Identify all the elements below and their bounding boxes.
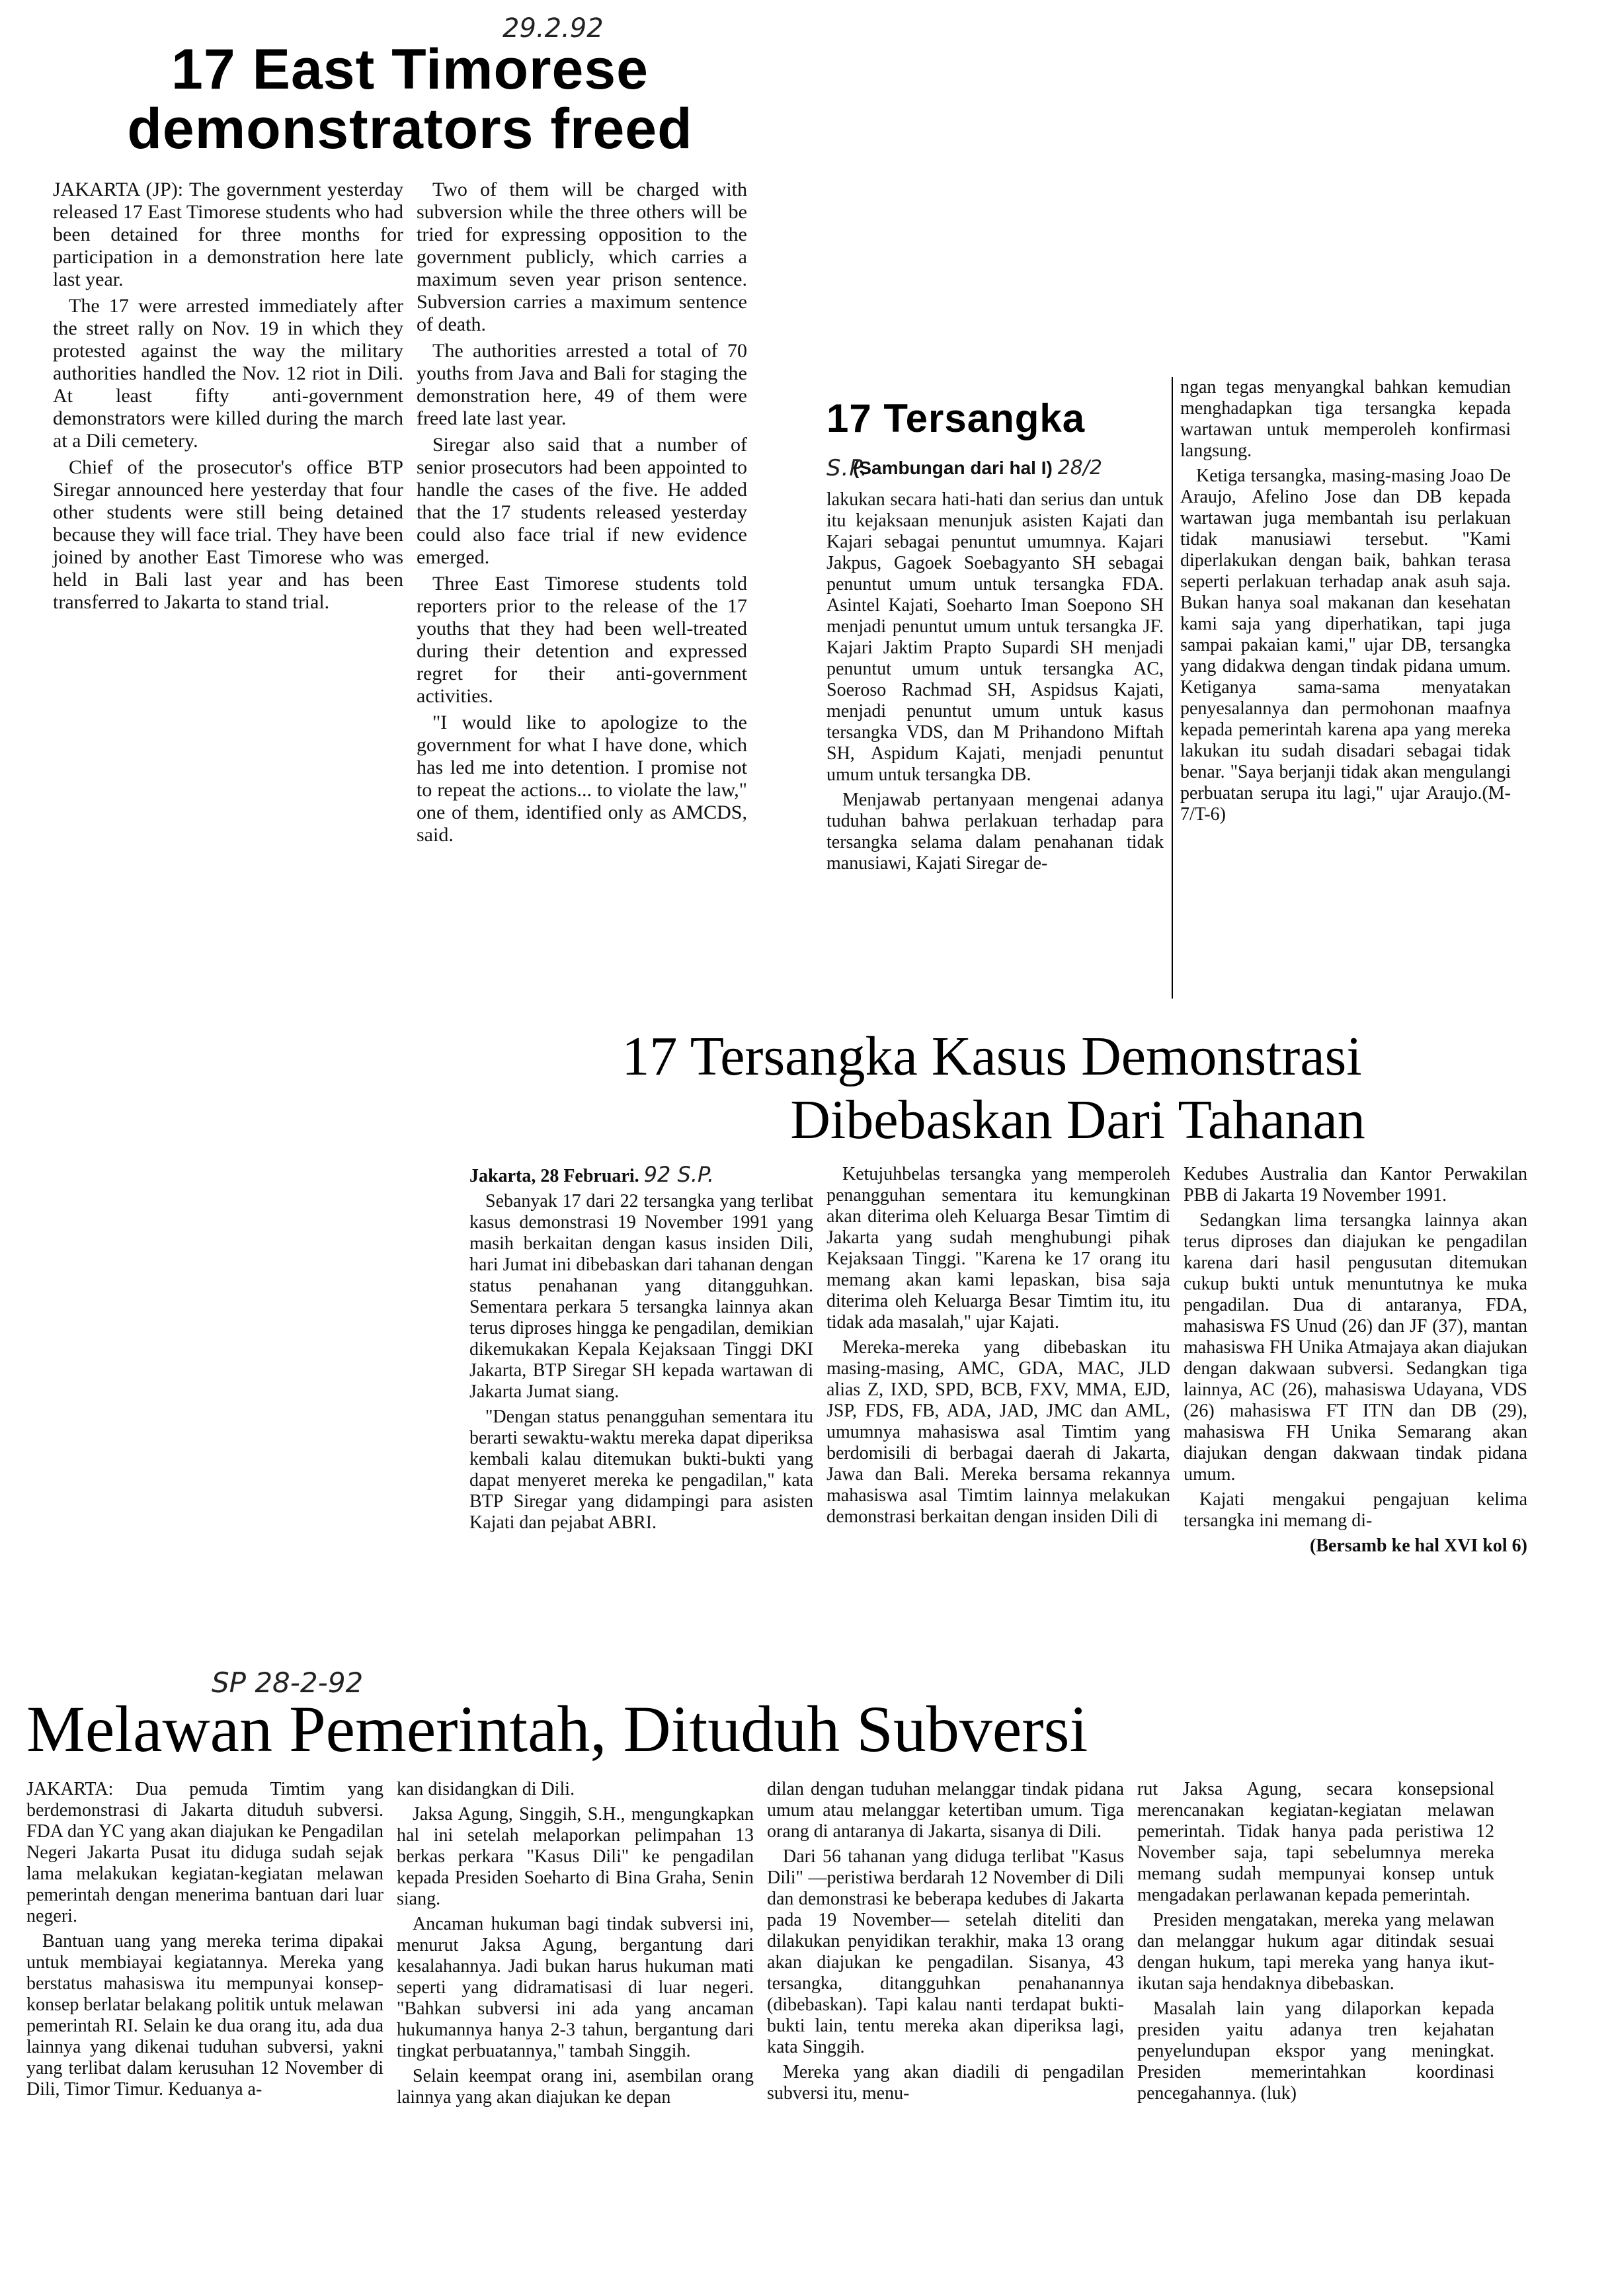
paragraph: Three East Timorese students told reporters prior to the release of the 17 youths that they had been well-treated during their detention and expressed regret for their anti-government activities. <box>417 573 747 707</box>
headline <box>26 1693 1415 1766</box>
paragraph: JAKARTA: Dua pemuda Timtim yang berdemonstrasi di Jakarta dituduh subversi. FDA dan YC yang akan diajukan ke Pengadilan Negeri Jakarta Pusat itu diduga sudah sejak lama melakukan kegiatan-kegiatan melawan pemerintah dengan menerima bantuan dari luar negeri. <box>26 1779 383 1926</box>
column-3 <box>1184 1164 1527 1561</box>
paragraph: Sebanyak 17 dari 22 tersangka yang terlibat kasus demonstrasi 19 November 1991 yang masih berkaitan dengan kasus insiden Dili, hari Jumat ini dibebaskan dari tahanan dengan status penahanan yang ditangguhkan. Sementara perkara 5 tersangka lainnya akan terus diproses hingga ke pengadilan, demikian dikemukakan Kepala Kejaksaan Tinggi DKI Jakarta, BTP Siregar SH kepada wartawan di Jakarta Jumat siang. <box>469 1191 813 1402</box>
paragraph: Masalah lain yang dilaporkan kepada presiden yaitu adanya tren kejahatan penyelundupan ekspor yang meningkat. Presiden memerintahkan koordinasi pencegahannya. (luk) <box>1137 1998 1494 2104</box>
subheading <box>853 456 1102 479</box>
paragraph: Chief of the prosecutor's office BTP Siregar announced here yesterday that four other students were still being detained because they will face trial. They have been joined by another East Timorese who was held in Bali last year and has been transferred to Jakarta to stand trial. <box>53 456 403 613</box>
paragraph: Selain keempat orang ini, asembilan orang lainnya yang akan diajukan ke depan <box>397 2066 754 2108</box>
paragraph: ngan tegas menyangkal bahkan kemudian menghadapkan tiga tersangka kepada wartawan untuk memperoleh konfirmasi langsung. <box>1180 377 1511 461</box>
paragraph: Siregar also said that a number of senior prosecutors had been appointed to handle the cases of the five. He added that the 17 students released yesterday could also face trial if new evidence emerged. <box>417 434 747 568</box>
paragraph: Ancaman hukuman bagi tindak subversi ini, menurut Jaksa Agung, bergantung dari kesalahannya. Jadi bukan harus hukuman mati seperti yang didramatisasi di luar negeri. "Bahkan subversi ini ada yang ancaman hukumannya hanya 2-3 tahun, bergantung dari tingkat perbuatannya," tambah Singgih. <box>397 1914 754 2061</box>
paragraph: JAKARTA (JP): The government yesterday released 17 East Timorese students who had been detained for three months for participation in a demonstration here late last year. <box>53 179 403 290</box>
paragraph: Presiden mengatakan, mereka yang melawan dan melanggar hukum agar ditindak sesuai dengan hukum, tapi mereka yang hanya ikut-ikutan saja hendaknya dibebaskan. <box>1137 1910 1494 1994</box>
date-note: SP 28-2-92 <box>212 1666 364 1699</box>
paragraph: Two of them will be charged with subversion while the three others will be tried for expressing opposition to the government publicly, which carries a maximum seven year prison sentence. Subversion carries a maximum sentence of death. <box>417 179 747 335</box>
headline-text: 17 Tersangka <box>826 396 1086 440</box>
headline <box>463 1025 1521 1152</box>
column-4 <box>1137 1779 1494 2108</box>
column-2 <box>397 1779 754 2112</box>
column-divider <box>1172 377 1173 999</box>
column-2 <box>1180 377 1511 829</box>
paragraph: Kedubes Australia dan Kantor Perwakilan PBB di Jakarta 19 November 1991. <box>1184 1164 1527 1206</box>
column-1 <box>53 179 403 618</box>
clip-17-tersangka-kasus-demonstrasi <box>450 1018 1534 1653</box>
paragraph: Dari 56 tahanan yang diduga terlibat "Kasus Dili" —peristiwa berdarah 12 November di Dili dan demonstrasi ke beberapa kedubes di Jakarta pada 19 November— setelah diteliti dan dilakukan penyidikan terakhir, maka 13 orang akan diajukan ke pengadilan. Sisanya, 43 tersangka, ditangguhkan penahanannya (dibebaskan). Tapi kalau nanti terdapat bukti-bukti lain, tentu mereka akan diperiksa lagi, kata Singgih. <box>767 1846 1124 2057</box>
dateline-text: Jakarta, 28 Februari. <box>469 1166 639 1186</box>
paragraph: The authorities arrested a total of 70 youths from Java and Bali for staging the demonstration here, 49 of them were freed late last year. <box>417 340 747 429</box>
subheading-text: (Sambungan dari hal I) <box>853 458 1053 478</box>
paragraph: lakukan secara hati-hati dan serius dan untuk itu kejaksaan menunjuk asisten Kajati dan Kajari sebagai penuntut umumnya. Kajari Jakpus, Gagoek Soebagyanto SH sebagai penuntut umum untuk tersangka FDA. Asintel Kajati, Soeharto Iman Soepono SH menjadi penuntut umum untuk tersangka JF. Kajari Jaktim Prapto Supardi SH menjadi penuntut umum untuk tersangka AC, Soeroso Rachmad SH, Aspidsus Kajati, menjadi penuntut umum untuk kasus tersangka VDS, dan M Prihandono Miftah SH, Aspidum Kajati, menjadi penuntut umum untuk tersangka DB. <box>826 489 1164 785</box>
column-2 <box>417 179 747 846</box>
paragraph: Sedangkan lima tersangka lainnya akan terus diproses dan diajukan ke pengadilan karena dari hasil pengusutan ditemukan cukup bukti untuk menuntutnya ke muka pengadilan. Dua di antaranya, FDA, mahasiswa FS Unud (26) dan JF (37), mantan mahasiswa FH Unika Atmajaya akan diajukan dengan dakwaan subversi. Sedangkan tiga lainnya, AC (26), mahasiswa Udayana, VDS (26) mahasiswa FT ITN dan DB (29), mahasiswa FH Unika Semarang akan diajukan dengan dakwaan tindak pidana umum. <box>1184 1210 1527 1485</box>
paragraph: Kajati mengakui pengajuan kelima tersangka ini memang di- <box>1184 1489 1527 1531</box>
column-3 <box>767 1779 1124 2108</box>
clip-17-tersangka-continuation <box>807 370 1521 1018</box>
paragraph: Ketiga tersangka, masing-masing Joao De Araujo, Afelino Jose dan DB kepada wartawan juga membantah isu perlakuan tidak manusiawi tersebut. "Kami diperlakukan dengan baik, bahkan terasa seperti perlakuan terhadap anak asuh saja. Bukan hanya soal makanan dan kesehatan kami saja yang diperhatikan, tapi juga sampai pakaian kami," ujar DB, tersangka yang didakwa dengan tindak pidana umum. Ketiganya sama-sama menyatakan penyesalannya dan permohonan maafnya kepada pemerintah karena apa yang mereka lakukan itu sudah disadari sebagai tidak benar. "Saya berjanji tidak akan mengulangi perbuatan serupa itu lagi," ujar Araujo.(M-7/T-6) <box>1180 466 1511 825</box>
date-note: 92 S.P. <box>643 1162 715 1187</box>
date-note: 29.2.92 <box>502 13 604 44</box>
clip-east-timorese-demonstrators-freed <box>40 13 754 846</box>
paragraph: The 17 were arrested immediately after the street rally on Nov. 19 in which they protested against the way the military authorities handled the Nov. 12 riot in Dili. At least fifty anti-government demonstrators were killed during the march at a Dili cemetery. <box>53 295 403 452</box>
headline-line-2: Dibebaskan Dari Tahanan <box>790 1089 1365 1151</box>
paragraph: kan disidangkan di Dili. <box>397 1779 575 1799</box>
column-2 <box>826 1164 1170 1532</box>
paragraph: "Dengan status penangguhan sementara itu berarti sewaktu-waktu mereka dapat diperiksa kembali kalau ditemukan bukti-bukti yang dapat menyeret mereka ke pengadilan," kata BTP Siregar yang didampingi para asisten Kajati dan pejabat ABRI. <box>469 1407 813 1533</box>
column-1 <box>469 1164 813 1538</box>
paragraph: "I would like to apologize to the government for what I have done, which has led me into detention. I promise not to repeat the actions... to violate the law," one of them, identified only as AMCDS, said. <box>417 712 747 846</box>
continuation-note: (Bersamb ke hal XVI kol 6) <box>1309 1536 1527 1556</box>
headline <box>79 40 741 159</box>
clip-melawan-pemerintah <box>13 1666 1574 2288</box>
paragraph: Mereka-mereka yang dibebaskan itu masing-masing, AMC, GDA, MAC, JLD alias Z, IXD, SPD, BCB, FXV, MMA, EJD, JSP, FDS, FB, ADA, JAD, JMC dan AML, umumnya mahasiswa asal Timtim yang berdomisili di berbagai daerah di Jakarta, Jawa dan Bali. Mereka bersama rekannya mahasiswa asal Timtim lainnya melakukan demonstrasi berkaitan dengan insiden Dili di <box>826 1337 1170 1527</box>
paragraph: rut Jaksa Agung, secara konsepsional merencanakan kegiatan-kegiatan melawan pemerintah. Tidak hanya pada peristiwa 12 November saja, tapi sebelumnya mereka memang sudah mempunyai konsep untuk mengadakan perlawanan kepada pemerintah. <box>1137 1779 1494 1905</box>
headline-line-1: 17 Tersangka Kasus Demonstrasi <box>622 1026 1362 1087</box>
paragraph: dilan dengan tuduhan melanggar tindak pidana umum atau melanggar ketertiban umum. Tiga orang di antaranya di Jakarta, sisanya di Dili. <box>767 1779 1124 1842</box>
headline-text: Melawan Pemerintah, Dituduh Subversi <box>26 1692 1088 1766</box>
column-1 <box>26 1779 383 2104</box>
paragraph: Jaksa Agung, Singgih, S.H., mengungkapkan hal ini setelah melaporkan pelimpahan 13 berkas perkara "Kasus Dili" ke pengadilan kepada Presiden Soeharto di Bina Graha, Senin siang. <box>397 1804 754 1909</box>
paragraph: Mereka yang akan diadili di pengadilan subversi itu, menu- <box>767 2062 1124 2104</box>
column-1 <box>826 489 1164 878</box>
paragraph: Bantuan uang yang mereka terima dipakai untuk membiayai kegiatannya. Mereka yang berstatus mahasiswa itu mempunyai konsep-konsep berlatar belakang politik untuk melawan pemerintah RI. Selain ke dua orang itu, ada dua lainnya yang dikenai tuduhan subversi, yakni yang terlibat dalam kerusuhan 12 November di Dili, Timor Timur. Keduanya a- <box>26 1931 383 2100</box>
headline-text: 17 East Timorese demonstrators freed <box>127 38 693 161</box>
source-note: S.P. <box>826 455 869 481</box>
date-note: 28/2 <box>1057 456 1102 479</box>
paragraph: Menjawab pertanyaan mengenai adanya tuduhan bahwa perlakuan terhadap para tersangka selama dalam penahanan tidak manusiawi, Kajati Siregar de- <box>826 790 1164 874</box>
dateline <box>469 1164 813 1187</box>
paragraph: Ketujuhbelas tersangka yang memperoleh penangguhan sementara itu kemungkinan akan diterima oleh Keluarga Besar Timtim di Jakarta yang sudah menghubungi pihak Kejaksaan Tinggi. "Karena ke 17 orang itu memang akan kami lepaskan, bisa saja diterima oleh Keluarga Besar Timtim itu, itu tidak ada masalah," ujar Kajati. <box>826 1164 1170 1332</box>
